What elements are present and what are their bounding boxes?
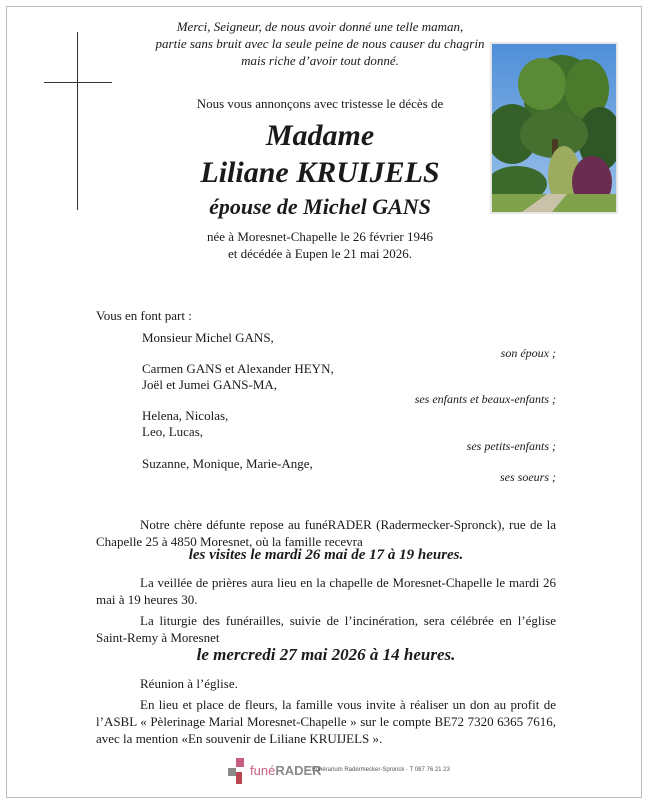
deceased-title: Madame xyxy=(265,119,375,152)
funeral-home-logo xyxy=(228,758,448,784)
cross-icon xyxy=(77,32,78,210)
ceremony-date: le mercredi 27 mai 2026 à 14 heures. xyxy=(196,645,456,664)
death-line: et décédée à Eupen le 21 mai 2026. xyxy=(227,246,413,261)
quote-line: Merci, Seigneur, de nous avoir donné une telle maman, xyxy=(176,19,464,34)
family-grandchildren: Leo, Lucas, xyxy=(142,424,204,439)
paragraph-vigil: La veillée de prières aura lieu en la chapelle de Moresnet-Chapelle le mardi 26 mai à 19 heures 30. xyxy=(96,575,556,607)
logo-wordmark xyxy=(250,763,322,778)
visit-hours: les visites le mardi 26 mai de 17 à 19 heures. xyxy=(188,547,464,563)
quote-line: mais riche d’avoir tout donné. xyxy=(241,53,399,68)
logo-text-rader: RADER xyxy=(275,763,322,778)
intro-text: Nous vous annonçons avec tristesse le décès de xyxy=(196,96,444,111)
deceased-name: Liliane KRUIJELS xyxy=(200,156,440,189)
paragraph-meeting: Réunion à l’église. xyxy=(140,676,238,691)
quote-line: partie sans bruit avec la seule peine de nous causer du chagrin xyxy=(155,36,485,51)
paragraph-rest-place: Notre chère défunte repose au funéRADER (Radermecker-Spronck), rue de la Chapelle 25 à 4850 Moresnet, où la famille recevra xyxy=(96,517,556,549)
paragraph-funeral: La liturgie des funérailles, suivie de l’incinération, sera célébrée en l’église Saint-Remy à Moresnet xyxy=(96,613,556,645)
birth-death-info xyxy=(120,228,520,262)
family-sisters: Suzanne, Monique, Marie-Ange, xyxy=(142,456,313,471)
birth-line: née à Moresnet-Chapelle le 26 février 1946 xyxy=(207,229,433,244)
announcers-intro: Vous en font part : xyxy=(96,308,192,323)
relation-label: ses soeurs ; xyxy=(500,470,556,484)
relation-label: ses petits-enfants ; xyxy=(466,439,556,453)
logo-icon xyxy=(228,758,246,784)
paragraph-donation: En lieu et place de fleurs, la famille vous invite à réaliser un don au profit de l’ASBL « Pèlerinage Marial Moresnet-Chapelle » sur le compte BE72 7320 6365 7616, avec la mention «En souvenir de Liliane KRUIJELS ». xyxy=(96,697,556,746)
logo-text-fune: funé xyxy=(250,763,276,778)
epigraph-quote xyxy=(120,18,520,69)
relation-label: son époux ; xyxy=(500,346,556,360)
family-husband: Monsieur Michel GANS, xyxy=(142,330,274,345)
family-child: Joël et Jumei GANS-MA, xyxy=(142,377,278,392)
family-child: Carmen GANS et Alexander HEYN, xyxy=(142,361,334,376)
relation-label: ses enfants et beaux-enfants ; xyxy=(414,392,556,406)
family-grandchildren: Helena, Nicolas, xyxy=(142,408,229,423)
funeral-home-details: Funérarium Radermecker-Spronck · T 087 76 21 23 xyxy=(312,767,450,773)
cross-icon-bar xyxy=(44,82,112,83)
deceased-spouse: épouse de Michel GANS xyxy=(209,194,431,219)
